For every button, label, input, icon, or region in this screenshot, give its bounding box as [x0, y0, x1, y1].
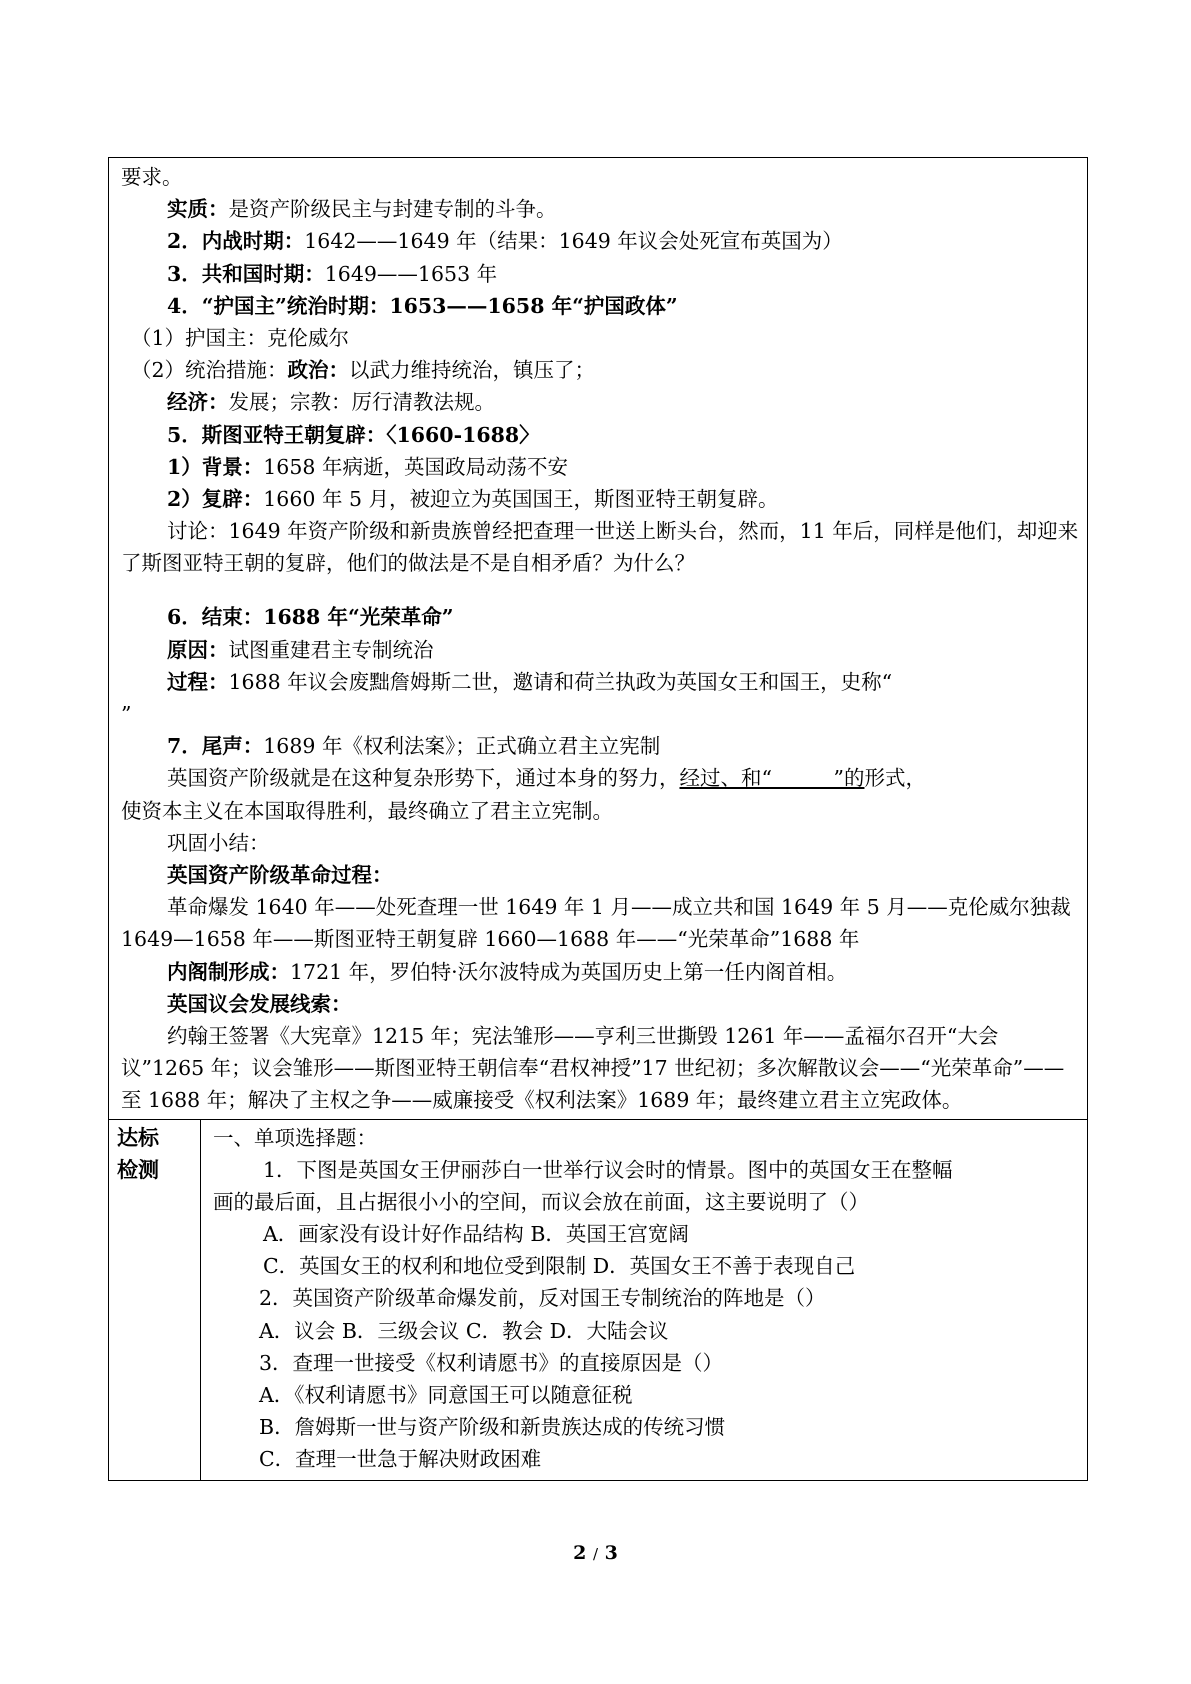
text: 要求。: [121, 165, 183, 189]
text: 1689 年《权利法案》；正式确立君主立宪制: [263, 734, 661, 759]
text: 1658 年病逝，英国政局动荡不安: [263, 454, 568, 479]
section-heading: 英国议会发展线索：: [167, 991, 352, 1016]
text-line: [121, 730, 1079, 762]
section-heading: 6．结束：1688 年“光荣革命”: [167, 605, 454, 630]
parliament-paragraph: [121, 1020, 1079, 1117]
text-line: [121, 956, 1079, 988]
text: 1688 年议会废黜詹姆斯二世，邀请和荷兰执政为英国女王和国王，史称“: [228, 669, 893, 694]
text: 发展；宗教：厉行清教法规。: [228, 390, 495, 415]
lesson-notes: [109, 158, 1087, 1119]
label: 实质：: [167, 197, 229, 222]
text: 约翰王签署《大宪章》1215 年；宪法雏形——亨利三世撕毁 1261 年——孟福尔召开“大会议”1265 年；议会雏形——斯图亚特王朝信奉“君权神授”17 世纪初；多次解散议会——“光荣革命”——至 1688 年；解决了主权之争——威廉接受《权利法案》1689 年；最终建立君主立宪政体。: [121, 1023, 1065, 1113]
question-text: 1．下图是英国女王伊丽莎白一世举行议会时的情景。图中的英国女王在整幅: [263, 1157, 953, 1182]
discussion-paragraph: [121, 515, 1079, 579]
text-line: [121, 762, 1079, 794]
total-pages: 3: [604, 1542, 618, 1564]
page-number: [0, 1542, 1191, 1564]
page-separator: /: [592, 1545, 599, 1563]
text-line: [121, 354, 1079, 386]
section-heading: 英国资产阶级革命过程：: [167, 862, 393, 887]
question-text: 2．英国资产阶级革命爆发前，反对国王专制统治的阵地是（）: [259, 1286, 826, 1311]
questions: [201, 1120, 1087, 1480]
text: （2）统治措施：: [131, 358, 288, 383]
text-line: （1）护国主：克伦威尔: [131, 325, 350, 350]
label: 内阁制形成：: [167, 959, 290, 984]
question-text: 3．查理一世接受《权利请愿书》的直接原因是（）: [259, 1350, 724, 1375]
text: 1649——1653 年: [324, 261, 498, 286]
side-label-line: 检测: [117, 1156, 159, 1182]
text: 以武力维持统治，镇压了；: [349, 358, 596, 383]
text: 1721 年，罗伯特·沃尔波特成为英国历史上第一任内阁首相。: [290, 959, 848, 984]
text: 试图重建君主专制统治: [228, 637, 434, 662]
label: 2）复辟：: [167, 486, 264, 511]
text-line: [121, 193, 1079, 225]
section-heading: 4．“护国主”统治时期：1653——1658 年“护国政体”: [167, 293, 678, 318]
text-line: [121, 451, 1079, 483]
text-line: [121, 386, 1079, 418]
text: 1660 年 5 月，被迎立为英国国王，斯图亚特王朝复辟。: [263, 486, 779, 511]
text-line: ”: [121, 702, 132, 727]
current-page: 2: [573, 1542, 587, 1564]
label: 7．尾声：: [167, 734, 264, 759]
side-label-line: 达标: [117, 1124, 159, 1150]
label: 原因：: [167, 637, 229, 662]
section-heading: 5．斯图亚特王朝复辟：〈1660-1688〉: [167, 422, 540, 447]
text: 形式，: [864, 766, 926, 791]
assessment-row: [109, 1119, 1087, 1480]
side-label: [109, 1120, 201, 1480]
label: 经济：: [167, 390, 229, 415]
spacer: [121, 579, 1079, 601]
question-option: A．议会 B．三级会议 C．教会 D．大陆会议: [259, 1318, 669, 1343]
label: 2．内战时期：: [167, 229, 305, 254]
text: 是资产阶级民主与封建专制的斗争。: [228, 197, 557, 222]
label: 1）背景：: [167, 454, 264, 479]
text: 英国资产阶级就是在这种复杂形势下，通过本身的努力，: [167, 766, 680, 791]
text-line: [121, 483, 1079, 515]
text-line: 使资本主义在本国取得胜利，最终确立了君主立宪制。: [121, 798, 613, 823]
question-option: A．《权利请愿书》同意国王可以随意征税: [259, 1383, 633, 1408]
label: 3．共和国时期：: [167, 261, 325, 286]
text-line: 巩固小结：: [167, 830, 270, 855]
question-option: B．詹姆斯一世与资产阶级和新贵族达成的传统习惯: [259, 1415, 726, 1440]
text-line: [121, 666, 1079, 698]
question-option: C．英国女王的权利和地位受到限制 D．英国女王不善于表现自己: [263, 1254, 856, 1279]
question-option: C．查理一世急于解决财政困难: [259, 1447, 542, 1472]
timeline-paragraph: [121, 891, 1079, 955]
question-option: A．画家没有设计好作品结构 B．英国王宫宽阔: [263, 1222, 689, 1247]
text-line: [121, 258, 1079, 290]
questions-heading: 一、单项选择题：: [213, 1125, 377, 1150]
text: 讨论：1649 年资产阶级和新贵族曾经把查理一世送上断头台，然而，11 年后，同样是他们，却迎来了斯图亚特王朝的复辟，他们的做法是不是自相矛盾？为什么？: [121, 519, 1079, 576]
text-line: [121, 634, 1079, 666]
text: 1642——1649 年（结果：1649 年议会处死宣布英国为）: [304, 229, 843, 254]
text: 革命爆发 1640 年——处死查理一世 1649 年 1 月——成立共和国 1649 年 5 月——克伦威尔独裁 1649—1658 年——斯图亚特王朝复辟 1660—1688 年——“光荣革命”1688 年: [121, 895, 1071, 952]
question-text: 画的最后面，且占据很小小的空间，而议会放在前面，这主要说明了（）: [213, 1189, 869, 1214]
label: 过程：: [167, 669, 229, 694]
fill-blank: 经过、和“ ”的: [679, 766, 865, 791]
document-table: [108, 157, 1088, 1481]
text-line: [121, 225, 1079, 257]
text-line: [121, 161, 1079, 193]
label: 政治：: [287, 358, 350, 383]
